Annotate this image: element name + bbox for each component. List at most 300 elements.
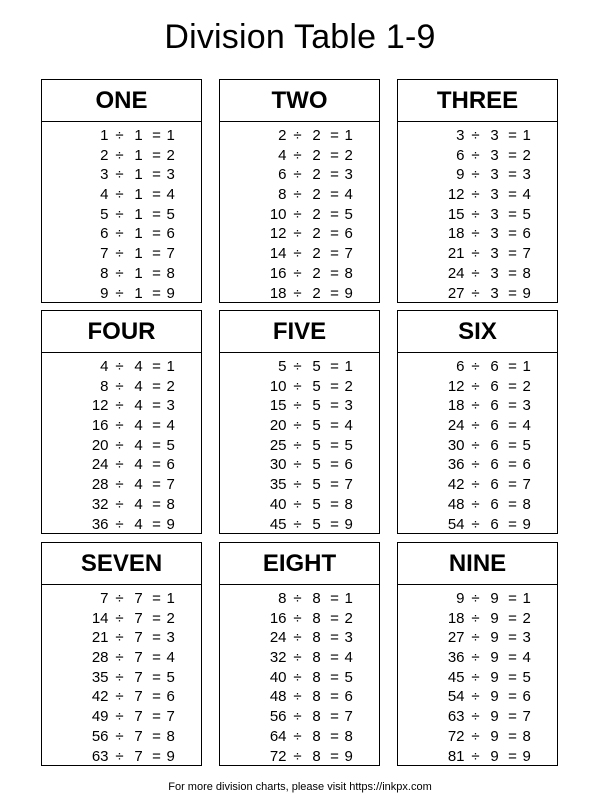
dividend: 72 [269,747,287,765]
dividend: 3 [100,166,109,184]
quotient: 4 [522,417,531,435]
divide-symbol: ÷ [471,284,480,302]
equals-symbol: = [330,747,339,765]
quotient: 3 [522,166,531,184]
quotient: 7 [522,708,531,726]
equals-symbol: = [508,727,517,745]
divide-symbol: ÷ [115,436,124,454]
quotient: 8 [344,264,353,282]
quotient: 9 [522,747,531,765]
equals-symbol: = [330,629,339,647]
divisor: 1 [134,264,143,282]
dividend: 72 [447,727,465,745]
equation-row [65,455,179,475]
divide-symbol: ÷ [115,284,124,302]
equals-symbol: = [152,377,161,395]
quotient: 3 [344,166,353,184]
dividend: 12 [447,186,465,204]
divide-symbol: ÷ [293,708,302,726]
dividend: 18 [269,284,287,302]
equation-row [421,515,535,535]
equals-symbol: = [508,146,517,164]
equation-row [421,377,535,397]
divisor: 6 [490,417,499,435]
equals-symbol: = [330,377,339,395]
quotient: 8 [522,727,531,745]
divisor: 9 [490,590,499,607]
dividend: 14 [269,245,287,263]
quotient: 5 [522,436,531,454]
equals-symbol: = [508,668,517,686]
divisor: 8 [312,590,321,607]
divide-symbol: ÷ [293,668,302,686]
equals-symbol: = [152,668,161,686]
quotient: 4 [344,186,353,204]
divide-symbol: ÷ [471,358,480,375]
equals-symbol: = [152,495,161,513]
dividend: 30 [269,456,287,474]
table-heading: ONE [42,80,201,122]
table-body [42,122,201,303]
equals-symbol: = [330,166,339,184]
dividend: 56 [269,708,287,726]
divisor: 6 [490,456,499,474]
table-heading: FIVE [220,311,379,353]
divide-symbol: ÷ [293,609,302,627]
equals-symbol: = [508,417,517,435]
divisor: 3 [490,205,499,223]
divide-symbol: ÷ [293,127,302,144]
equation-row [65,589,179,609]
dividend: 4 [100,358,109,375]
equation-row [65,224,179,244]
equation-row [65,416,179,436]
quotient: 1 [344,358,353,375]
equation-row [65,436,179,456]
footer-note: For more division charts, please visit https://inkpx.com [168,781,432,793]
dividend: 63 [91,747,109,765]
equals-symbol: = [330,649,339,667]
divide-symbol: ÷ [115,127,124,144]
dividend: 25 [269,436,287,454]
dividend: 30 [447,436,465,454]
division-table-card [219,79,380,303]
divisor: 4 [134,358,143,375]
divide-symbol: ÷ [293,264,302,282]
divisor: 7 [134,747,143,765]
equals-symbol: = [330,609,339,627]
equation-row [421,455,535,475]
divide-symbol: ÷ [115,515,124,533]
divisor: 7 [134,668,143,686]
dividend: 3 [456,127,465,144]
divide-symbol: ÷ [471,166,480,184]
divisor: 3 [490,225,499,243]
equation-row [421,436,535,456]
divisor: 5 [312,456,321,474]
quotient: 8 [166,264,175,282]
divisor: 1 [134,127,143,144]
equals-symbol: = [330,727,339,745]
equals-symbol: = [508,166,517,184]
divide-symbol: ÷ [115,747,124,765]
equals-symbol: = [152,476,161,494]
equation-row [65,648,179,668]
equals-symbol: = [508,708,517,726]
divide-symbol: ÷ [115,205,124,223]
quotient: 6 [522,225,531,243]
quotient: 1 [344,590,353,607]
dividend: 42 [91,688,109,706]
divide-symbol: ÷ [471,590,480,607]
table-heading: THREE [398,80,557,122]
equation-row [421,495,535,515]
equation-row [65,165,179,185]
equation-row [65,727,179,747]
equation-row [421,185,535,205]
quotient: 8 [166,727,175,745]
divide-symbol: ÷ [293,377,302,395]
divisor: 7 [134,708,143,726]
dividend: 24 [269,629,287,647]
equals-symbol: = [330,397,339,415]
equation-row [65,747,179,767]
divisor: 6 [490,476,499,494]
quotient: 9 [166,515,175,533]
dividend: 6 [456,358,465,375]
divide-symbol: ÷ [293,245,302,263]
dividend: 36 [447,456,465,474]
equals-symbol: = [508,245,517,263]
divisor: 4 [134,476,143,494]
equals-symbol: = [508,629,517,647]
divisor: 9 [490,668,499,686]
divide-symbol: ÷ [471,397,480,415]
divisor: 3 [490,264,499,282]
quotient: 5 [522,668,531,686]
divisor: 9 [490,609,499,627]
divide-symbol: ÷ [293,166,302,184]
quotient: 9 [522,284,531,302]
division-table-card [41,542,202,766]
divide-symbol: ÷ [293,515,302,533]
divisor: 8 [312,668,321,686]
equals-symbol: = [152,166,161,184]
equals-symbol: = [508,127,517,144]
equation-row [421,284,535,304]
dividend: 18 [447,397,465,415]
equation-row [243,648,357,668]
equals-symbol: = [508,609,517,627]
divide-symbol: ÷ [115,708,124,726]
divisor: 9 [490,629,499,647]
quotient: 7 [344,708,353,726]
dividend: 6 [100,225,109,243]
equals-symbol: = [330,205,339,223]
dividend: 6 [456,146,465,164]
divide-symbol: ÷ [293,476,302,494]
equation-row [65,357,179,377]
division-table-card [397,310,558,534]
divide-symbol: ÷ [293,747,302,765]
quotient: 2 [344,609,353,627]
divisor: 1 [134,225,143,243]
dividend: 24 [447,264,465,282]
divisor: 2 [312,264,321,282]
equals-symbol: = [330,284,339,302]
equation-row [65,515,179,535]
equation-row [243,747,357,767]
equation-row [243,416,357,436]
divide-symbol: ÷ [471,688,480,706]
divisor: 6 [490,495,499,513]
equation-row [65,264,179,284]
quotient: 6 [166,456,175,474]
equation-row [421,224,535,244]
equals-symbol: = [508,264,517,282]
equals-symbol: = [152,708,161,726]
equation-row [421,416,535,436]
quotient: 7 [344,476,353,494]
divide-symbol: ÷ [293,629,302,647]
equals-symbol: = [508,205,517,223]
division-table-card [219,310,380,534]
divide-symbol: ÷ [115,495,124,513]
divisor: 2 [312,245,321,263]
equals-symbol: = [508,688,517,706]
dividend: 45 [269,515,287,533]
equation-row [243,146,357,166]
divide-symbol: ÷ [471,629,480,647]
divide-symbol: ÷ [293,284,302,302]
divisor: 6 [490,377,499,395]
quotient: 6 [166,688,175,706]
divisor: 7 [134,688,143,706]
equation-row [65,126,179,146]
quotient: 2 [344,146,353,164]
divisor: 1 [134,245,143,263]
divisor: 6 [490,515,499,533]
equals-symbol: = [330,708,339,726]
dividend: 56 [91,727,109,745]
equals-symbol: = [152,609,161,627]
equals-symbol: = [508,590,517,607]
divisor: 6 [490,358,499,375]
quotient: 5 [166,668,175,686]
equation-row [65,495,179,515]
divisor: 2 [312,225,321,243]
divide-symbol: ÷ [471,476,480,494]
equation-row [65,475,179,495]
quotient: 7 [166,476,175,494]
equation-row [421,475,535,495]
divisor: 6 [490,436,499,454]
divisor: 2 [312,284,321,302]
quotient: 4 [522,186,531,204]
dividend: 16 [269,609,287,627]
equals-symbol: = [330,515,339,533]
equation-row [65,284,179,304]
dividend: 4 [100,186,109,204]
equation-row [243,475,357,495]
divisor: 3 [490,166,499,184]
divide-symbol: ÷ [293,495,302,513]
table-heading: SEVEN [42,543,201,585]
divide-symbol: ÷ [471,127,480,144]
divide-symbol: ÷ [115,456,124,474]
divide-symbol: ÷ [115,590,124,607]
equals-symbol: = [152,358,161,375]
equation-row [243,126,357,146]
divisor: 8 [312,629,321,647]
dividend: 7 [100,245,109,263]
divisor: 4 [134,377,143,395]
equals-symbol: = [508,747,517,765]
quotient: 8 [522,495,531,513]
equals-symbol: = [152,727,161,745]
equals-symbol: = [330,456,339,474]
equation-row [243,377,357,397]
quotient: 3 [344,629,353,647]
divisor: 7 [134,727,143,745]
quotient: 9 [522,515,531,533]
equation-row [421,727,535,747]
equals-symbol: = [508,186,517,204]
divide-symbol: ÷ [115,166,124,184]
divisor: 4 [134,456,143,474]
equation-row [65,205,179,225]
dividend: 35 [269,476,287,494]
equals-symbol: = [330,436,339,454]
divisor: 5 [312,476,321,494]
quotient: 2 [344,377,353,395]
equation-row [421,357,535,377]
divisor: 5 [312,495,321,513]
equation-row [243,264,357,284]
equation-row [421,707,535,727]
divide-symbol: ÷ [471,727,480,745]
equation-row [421,396,535,416]
quotient: 5 [344,436,353,454]
divide-symbol: ÷ [471,495,480,513]
divide-symbol: ÷ [115,377,124,395]
quotient: 5 [344,668,353,686]
equals-symbol: = [152,747,161,765]
equals-symbol: = [508,456,517,474]
table-heading: TWO [220,80,379,122]
quotient: 3 [166,629,175,647]
divisor: 3 [490,127,499,144]
quotient: 5 [344,205,353,223]
quotient: 6 [522,688,531,706]
divide-symbol: ÷ [115,476,124,494]
equation-row [243,609,357,629]
equals-symbol: = [152,186,161,204]
table-body [220,585,379,766]
divisor: 7 [134,629,143,647]
dividend: 48 [447,495,465,513]
divide-symbol: ÷ [293,436,302,454]
table-body [398,585,557,766]
quotient: 1 [166,127,175,144]
equation-row [421,165,535,185]
equation-row [65,146,179,166]
equation-row [65,668,179,688]
equation-row [243,515,357,535]
equation-row [65,396,179,416]
equals-symbol: = [508,225,517,243]
divide-symbol: ÷ [115,186,124,204]
dividend: 24 [447,417,465,435]
divisor: 1 [134,146,143,164]
divisor: 1 [134,186,143,204]
dividend: 16 [91,417,109,435]
divide-symbol: ÷ [115,649,124,667]
quotient: 1 [166,590,175,607]
quotient: 4 [166,417,175,435]
table-body [42,585,201,766]
divisor: 8 [312,649,321,667]
divide-symbol: ÷ [471,668,480,686]
divisor: 9 [490,727,499,745]
equals-symbol: = [152,436,161,454]
divide-symbol: ÷ [115,225,124,243]
dividend: 36 [447,649,465,667]
divisor: 1 [134,284,143,302]
table-body [398,353,557,534]
dividend: 4 [278,146,287,164]
divide-symbol: ÷ [293,649,302,667]
divisor: 9 [490,708,499,726]
divisor: 3 [490,284,499,302]
table-body [220,122,379,303]
quotient: 1 [522,590,531,607]
divisor: 9 [490,649,499,667]
equals-symbol: = [330,264,339,282]
dividend: 63 [447,708,465,726]
equals-symbol: = [152,649,161,667]
quotient: 9 [344,515,353,533]
equation-row [421,244,535,264]
equation-row [65,628,179,648]
divisor: 2 [312,166,321,184]
quotient: 9 [344,284,353,302]
divisor: 2 [312,186,321,204]
dividend: 81 [447,747,465,765]
quotient: 6 [344,225,353,243]
equation-row [65,244,179,264]
dividend: 14 [91,609,109,627]
dividend: 12 [91,397,109,415]
quotient: 4 [344,417,353,435]
quotient: 5 [166,436,175,454]
divisor: 9 [490,688,499,706]
divide-symbol: ÷ [293,146,302,164]
equals-symbol: = [330,225,339,243]
equals-symbol: = [152,205,161,223]
divide-symbol: ÷ [115,688,124,706]
equals-symbol: = [330,417,339,435]
divisor: 3 [490,186,499,204]
table-heading: NINE [398,543,557,585]
quotient: 7 [522,476,531,494]
equation-row [243,589,357,609]
dividend: 1 [100,127,109,144]
equation-row [421,687,535,707]
dividend: 35 [91,668,109,686]
equation-row [421,747,535,767]
equals-symbol: = [330,127,339,144]
